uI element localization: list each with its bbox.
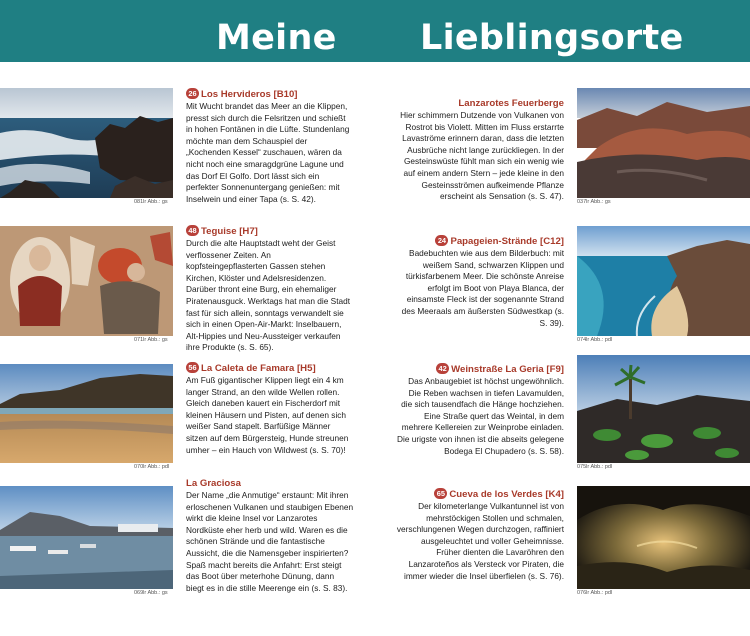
photo-los-hervideros bbox=[0, 88, 173, 198]
photo-credit: 071lr Abb.: gs bbox=[134, 337, 168, 343]
map-number-badge: 65 bbox=[434, 488, 447, 499]
entry-la-caleta-de-famara bbox=[186, 362, 354, 456]
photo-weinstrasse-la-geria bbox=[577, 355, 750, 463]
photo-papageien-straende bbox=[577, 226, 750, 336]
photo-la-caleta-de-famara bbox=[0, 364, 173, 463]
entry-body: Am Fuß gigantischer Klippen liegt ein 4 km langer Strand, an den wilde Wellen rollen. Gleich daneben kauert ein Fischerdorf mit kleinen Häusern und Pisten, auf denen sich weißer Sand stapelt. Barfüßige Männer sitzen auf dem Bürgersteig, Hunde streunen umher – ein Hauch von Wildwest (s. S. 70)! bbox=[186, 375, 349, 455]
entry-heading bbox=[186, 88, 354, 101]
entry-cueva-de-los-verdes bbox=[396, 488, 564, 582]
photo-credit: 076lr Abb.: pdl bbox=[577, 590, 613, 596]
photo-credit: 069lr Abb.: gs bbox=[134, 590, 168, 596]
entry-heading bbox=[186, 477, 354, 490]
map-number-badge: 56 bbox=[186, 362, 199, 373]
map-number-badge: 26 bbox=[186, 88, 199, 99]
entry-heading bbox=[396, 488, 564, 501]
entry-teguise bbox=[186, 225, 354, 354]
entry-body: Der kilometerlange Vulkantunnel ist von mehrstöckigen Stollen und schmalen, verschlungenen Wegen durchzogen, raffiniert ausgeleuchtet und voller Geheimnisse. Früher dienten die Lavaröhren den Lanzaroteños als Versteck vor Piraten, die immer wieder die Insel überfielen (s. S. 76). bbox=[396, 501, 564, 581]
entry-body: Badebuchten wie aus dem Bilderbuch: mit weißem Sand, schwarzen Klippen und türkisfarbenem Meer. Die schönste Anreise erfolgt im Boot von Playa Blanca, der einsamste Fleck ist der sogenannte Strand des Meeraals am äußersten Südwestkap (s. S. 39). bbox=[401, 248, 564, 328]
entry-heading bbox=[396, 97, 564, 110]
entry-title: Weinstraße La Geria [F9] bbox=[451, 364, 564, 375]
banner-title-meine: Meine bbox=[216, 18, 337, 58]
entry-body: Hier schimmern Dutzende von Vulkanen von Rostrot bis Violett. Mitten im Fluss erstarrte Lavaströme erinnern daran, dass die letzten Ausbrüche nicht lange zurückliegen. In der Gesteinswüste fühlt man sich ein wenig wie auf einem andern Stern – jede kleine in den Gesteinsströmen aufkeimende Pflanze erscheint als Sensation (s. S. 47). bbox=[400, 110, 564, 202]
entry-title: Cueva de los Verdes [K4] bbox=[449, 489, 564, 500]
entry-heading bbox=[396, 363, 564, 376]
entry-title: Los Hervideros [B10] bbox=[201, 89, 298, 100]
entry-lanzarotes-feuerberge bbox=[396, 97, 564, 203]
entry-heading bbox=[396, 235, 564, 248]
entry-title: Teguise [H7] bbox=[201, 226, 258, 237]
photo-credit: 070lr Abb.: pdl bbox=[134, 464, 170, 470]
entry-title: Papageien-Strände [C12] bbox=[450, 236, 564, 247]
banner-title-lieblingsorte: Lieblingsorte bbox=[420, 18, 684, 58]
map-number-badge: 48 bbox=[186, 225, 199, 236]
title-banner bbox=[0, 0, 750, 62]
entry-body: Mit Wucht brandet das Meer an die Klippen, presst sich durch die Felsritzen und schießt in hohen Fontänen in die Lüfte. Stundenlang möchte man dem Schauspiel der „Kochenden Kessel“ zuschauen, wären da nicht noch eine smaragdgrüne Lagune und das Dorf El Golfo. Dort lässt sich ein perfekter Sonnenuntergang genießen: mit Inselwein und einer Tapa (s. S. 42). bbox=[186, 101, 350, 204]
map-number-badge: 42 bbox=[436, 363, 449, 374]
photo-credit: 037lr Abb.: gs bbox=[577, 199, 611, 205]
photo-la-graciosa bbox=[0, 486, 173, 589]
entry-papageien-straende bbox=[396, 235, 564, 329]
photo-credit: 075lr Abb.: pdl bbox=[577, 464, 613, 470]
entry-body: Der Name „die Anmutige“ erstaunt: Mit ihren erloschenen Vulkanen und staubigen Ebenen wirkt die kleine Insel vor Lanzarotes Nordküste eher herb und wild. Waren es die schönen Strände und die fantastische Aussicht, die die Namensgeber inspirierten? Spaß macht bereits die Anfahrt: Erst steigt das Boot über meterhohe Dünung, dann biegt es in die stille Meerenge ein (s. S. 83). bbox=[186, 490, 354, 593]
photo-cueva-de-los-verdes bbox=[577, 486, 750, 589]
entry-body: Durch die alte Hauptstadt weht der Geist verflossener Zeiten. An kopfsteingepflasterten Gassen stehen Kirchen, Klöster und Adelsresidenzen. Darüber thront eine Burg, ein ehemaliger Piratenausguck. Werktags hat man die Stadt fast für sich allein, sonntags verwandelt sie sich in einen Open-Air-Markt: Inselbauern, Alt-Hippies und Neu-Aussteiger verkaufen ihre Produkte (s. S. 65). bbox=[186, 238, 351, 353]
photo-teguise bbox=[0, 226, 173, 336]
map-number-badge: 24 bbox=[435, 235, 448, 246]
entry-title: La Caleta de Famara [H5] bbox=[201, 363, 316, 374]
entry-heading bbox=[186, 225, 354, 238]
entry-heading bbox=[186, 362, 354, 375]
entry-weinstrasse-la-geria bbox=[396, 363, 564, 457]
entry-los-hervideros bbox=[186, 88, 354, 205]
photo-lanzarotes-feuerberge bbox=[577, 88, 750, 198]
entry-body: Das Anbaugebiet ist höchst ungewöhnlich. Die Reben wachsen in tiefen Lavamulden, die sich tausendfach die Hänge hochziehen. Eine Straße quert das Weintal, in dem mehrere Kellereien zur Weinprobe einladen. Die urigste von ihnen ist die abseits gelegene Bodega El Chupadero (s. S. 58). bbox=[397, 376, 564, 456]
entry-la-graciosa bbox=[186, 477, 354, 594]
entry-title: Lanzarotes Feuerberge bbox=[458, 98, 564, 109]
photo-credit: 074lr Abb.: pdl bbox=[577, 337, 613, 343]
photo-credit: 081lr Abb.: gs bbox=[134, 199, 168, 205]
entry-title: La Graciosa bbox=[186, 478, 241, 489]
